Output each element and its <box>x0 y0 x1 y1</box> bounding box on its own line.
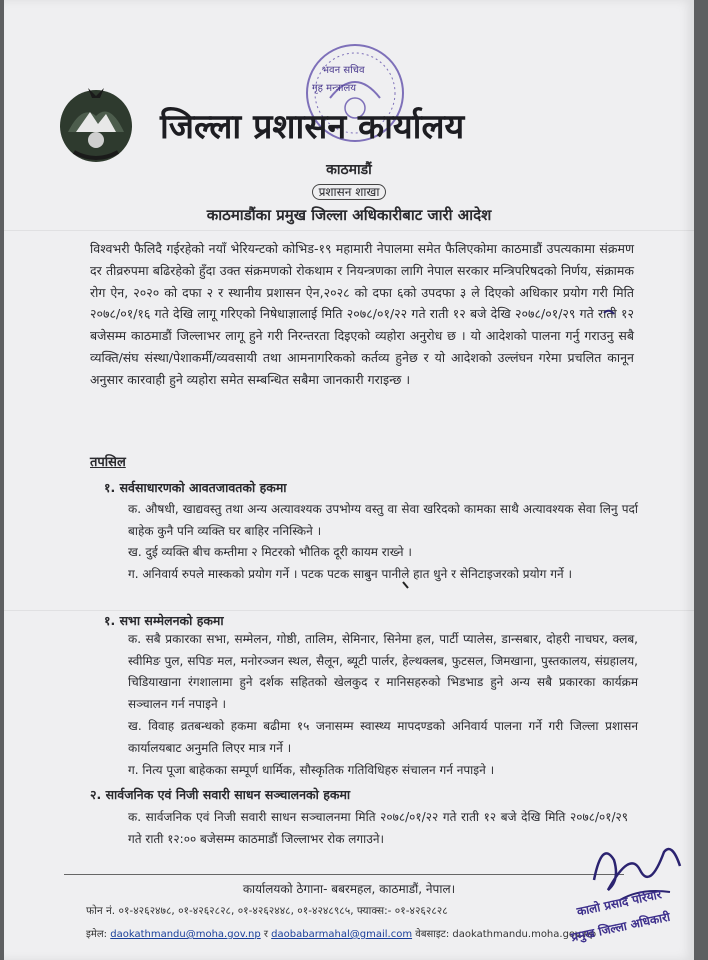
schedule-heading: तपसिल <box>90 455 126 470</box>
footer-divider <box>64 874 624 875</box>
phone-numbers: फोन नं. ०१-४२६२४७८, ०१-४२६२८२८, ०१-४२६२४४८, ०१-४२४८९८५, फ्याक्स:- ०१-४२६२८२८ <box>86 905 448 917</box>
section-item: ख. दुई व्यक्ति बीच कम्तीमा २ मिटरको भौतिक दूरी कायम राख्ने । <box>128 545 412 559</box>
order-heading: काठमाडौंका प्रमुख जिल्ला अधिकारीबाट जारी आदेश <box>206 206 492 224</box>
stamp-name: कालो प्रसाद परियार <box>575 887 663 919</box>
branch-label <box>4 183 694 200</box>
email-link-2[interactable]: daobabarmahal@gmail.com <box>271 929 413 940</box>
section-item: ख. विवाह व्रतबन्धको हकमा बढीमा १५ जनासम्म स्वास्थ्य मापदण्डको अनिवार्य पालना गर्ने गरी जिल्ला प्रशासन कार्यालयबाट अनुमति लिएर मात्र गर्ने । <box>128 719 638 755</box>
email-join: र <box>263 929 268 940</box>
branch-text: प्रशासन शाखा <box>312 184 387 200</box>
seal-text-line2: गृह मन्त्रालय <box>312 83 357 94</box>
order-paragraph: विश्वभरी फैलिदै गईरहेको नयाँ भेरियन्टको कोभिड-१९ महामारी नेपालमा समेत फैलिएकोमा काठमाडौं उपत्यकामा संक्रमण दर तीव्ररुपमा बढिरहेको हुँदा उक्त संक्रमणको रोकथाम र नियन्त्रणका लागि नेपाल सरकार मन्त्रिपरिषदको निर्णय, संक्रामक रोग ऐन, २०२० को दफा २ र स्थानीय प्रशासन ऐन,२०२८ को दफा ६को उपदफा ३ ले दिएको अधिकार प्रयोग गरी मिति २०७८/०१/१६ गते देखि लागू गरिएको निषेधाज्ञालाई मिति २०७८/०१/२२ गते राती १२ बजे देखि २०७८/०१/२९ गते राती १२ बजेसम्म काठमाडौं जिल्लाभर लागू हुने गरी निरन्तरता दिइएको व्यहोरा अनुरोध छ । यो आदेशको पालना गर्नु गराउनु सबै व्यक्ति/संघ संस्था/पेशाकर्मी/व्यवसायी तथा आमनागरिकको कर्तव्य हुनेछ र यो आदेशको उल्लंघन गरेमा प्रचलित कानून अनुसार कारवाही हुने व्यहोरा समेत सम्बन्धित सबैमा जानकारी गराइन्छ । <box>90 241 634 387</box>
section-item: क. सार्वजनिक एवं निजी सवारी साधन सञ्चालनमा मिति २०७८/०१/२२ गते राती १२ बजे देखि मिति २०७८/०१/२९ गते राती १२:०० बजेसम्म काठमाडौं जिल्लाभर रोक लगाउने। <box>128 810 628 846</box>
section-title: २. सार्वजनिक एवं निजी सवारी साधन सञ्चालनको हकमा <box>90 787 351 802</box>
paper-fold <box>4 610 694 611</box>
section-item: क. औषधी, खाद्यवस्तु तथा अन्य अत्यावश्यक उपभोग्य वस्तु वा सेवा खरिदको कामका साथै अत्यावश्यक सेवा लिनु पर्दा बाहेक कुनै पनि व्यक्ति घर बाहिर ननिस्किने । <box>128 502 638 538</box>
website-link[interactable]: daokathmandu.moha.gov.np <box>452 929 597 940</box>
paper-fold <box>4 230 694 231</box>
ink-mark-icon <box>400 580 414 590</box>
email-label: इमेल: <box>86 929 108 940</box>
email-link-1[interactable]: daokathmandu@moha.gov.np <box>110 929 261 940</box>
section-item: क. सबै प्रकारका सभा, सम्मेलन, गोष्ठी, तालिम, सेमिनार, सिनेमा हल, पार्टी प्यालेस, डान्सबार, दोहरी नाचघर, क्लब, स्वीमिङ पुल, सपिङ मल, मनोरञ्जन स्थल, सैलून, ब्यूटी पार्लर, हेल्थक्लब, फुटसल, जिमखाना, पुस्तकालय, संग्रहालय, चिडियाखाना रंगशालामा हुने दर्शक सहितको खेलकुद र मानिसहरुको भिडभाड हुने अन्य सबै प्रकारका कार्यक्रम सञ्चालन गर्न नपाइने । <box>128 632 638 711</box>
section-item: ग. अनिवार्य रुपले मास्कको प्रयोग गर्ने । पटक पटक साबुन पानीले हात धुने र सेनिटाइजरको प्रयोग गर्ने । <box>128 567 572 581</box>
seal-text-line1: भवन सचिव <box>322 65 365 76</box>
section-title: १. सभा सम्मेलनको हकमा <box>104 613 224 628</box>
section-title: १. सर्वसाधारणको आवतजावतको हकमा <box>104 480 287 495</box>
website-label: वेबसाइट: <box>415 929 450 940</box>
city-name: काठमाडौं <box>326 162 372 178</box>
document-page <box>4 0 694 960</box>
ink-mark-icon <box>602 308 616 318</box>
stamp-designation: प्रमुख जिल्ला अधिकारी <box>569 909 672 945</box>
contact-row <box>86 926 596 940</box>
office-title: जिल्ला प्रशासन कार्यालय <box>160 107 465 147</box>
section-item: ग. नित्य पूजा बाहेकका सम्पूर्ण धार्मिक, सौस्कृतिक गतिविधिहरु संचालन गर्न नपाइने । <box>128 763 495 777</box>
nepal-emblem-icon <box>54 82 138 166</box>
office-address: कार्यालयको ठेगाना- बबरमहल, काठमाडौं, नेपाल। <box>242 882 456 896</box>
